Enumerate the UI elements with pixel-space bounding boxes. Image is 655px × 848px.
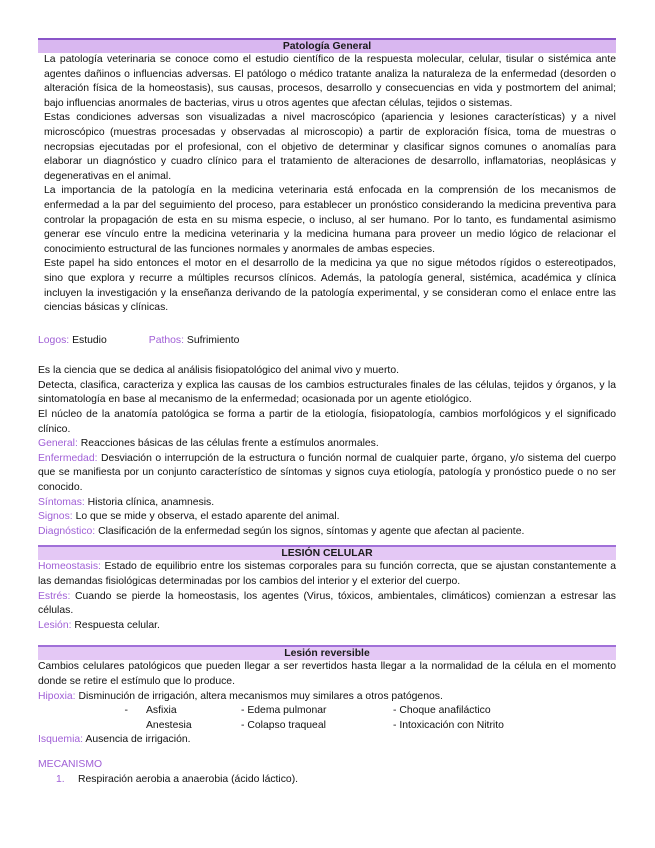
mechanism-text: Respiración aerobia a anaerobia (ácido láctico). xyxy=(78,773,299,785)
list-item: - Colapso traqueal xyxy=(241,719,326,731)
hipoxia-causes-row-1 xyxy=(38,704,616,719)
logos-label: Logos: xyxy=(38,334,70,346)
general-text: Reacciones básicas de las células frente a estímulos anormales. xyxy=(80,438,379,450)
logos-value: Estudio xyxy=(72,334,107,346)
isquemia-entry xyxy=(38,733,616,748)
diagnostico-label: Diagnóstico: xyxy=(38,525,96,537)
enfermedad-text: Desviación o interrupción de la estructura o función normal de cualquier parte, órgano, y/o sistema del cuerpo que se manifiesta por un conjunto característico de síntomas y signos cuya etiología, patología y pronóstico puede o no ser conocido. xyxy=(38,452,616,494)
reversible-intro: Cambios celulares patológicos que pueden llegar a ser revertidos hasta llegar a la normalidad de la célula en el momento donde se retire el estímulo que lo produce. xyxy=(38,661,616,687)
intro-paragraph-3: La importancia de la patología en la medicina veterinaria está enfocada en la comprensión de los mecanismos de enfermedad a la par del seguimiento del proceso, para establecer un pronóstico considerando la medicina preventiva para controlar la propagación de esta en su misma especie, o incluso, al ser humano. Por lo tanto, es fundamental asimismo generar ese vínculo entre la medicina veterinaria y la medicina humana para proveer un medio lógico de relacionar el conocimiento estructural de las funciones normales y anormales de ambas especies. xyxy=(44,185,616,255)
mechanism-title: MECANISMO xyxy=(38,758,103,770)
general-label: General: xyxy=(38,438,78,450)
section-header-general: Patología General xyxy=(38,38,616,53)
hipoxia-entry xyxy=(38,690,616,705)
definition-general xyxy=(38,437,616,452)
hipoxia-causes-row-2 xyxy=(38,719,616,734)
definition-signos xyxy=(38,510,616,525)
homeostasis-text: Estado de equilibrio entre los sistemas corporales para su función correcta, que se ajustan constantemente a las demandas fisiológicas determinadas por los cambios del interior y el exterior del cuerpo. xyxy=(38,561,617,587)
diagnostico-text: Clasificación de la enfermedad según los signos, síntomas y agente que afectan al paciente. xyxy=(98,525,525,537)
etymology-row xyxy=(38,334,616,349)
list-item: - Edema pulmonar xyxy=(241,705,327,717)
definition-1: Es la ciencia que se dedica al análisis fisiopatológico del animal vivo y muerto. xyxy=(38,365,399,377)
list-item: - Intoxicación con Nitrito xyxy=(393,719,504,731)
section-header-reversible: Lesión reversible xyxy=(38,645,616,660)
sintomas-label: Síntomas: xyxy=(38,496,85,508)
intro-paragraph-1: La patología veterinaria se conoce como el estudio científico de la respuesta molecular, celular, tisular o sistémica ante agentes dañinos o influencias adversas. El patólogo o médico tratante analiza la naturaleza de la enfermedad (desorden o alteración física de la homeostasis), sus causas, procesos, desarrollo y consecuencias en vida y postmortem del animal; bajo influencias anormales de bacterias, virus u otros agentes que afectan células, tejidos o sistemas. xyxy=(44,54,616,109)
lesion-entry xyxy=(38,619,616,634)
intro-paragraph-2: Estas condiciones adversas son visualizadas a nivel macroscópico (apariencia y lesiones características) y a nivel microscópico (muestras procesadas y observadas al microscopio) a partir de exploración física, toma de muestras o necropsias ejecutadas por el profesional, con el objetivo de determinar y clasificar signos comunes o anomalías para elaborar un diagnóstico y cuadro clínico para el tratamiento de alteraciones de desarrollo, inflamatorias, neoplásicas y degenerativas en el animal. xyxy=(44,112,616,182)
document-page xyxy=(38,38,616,787)
mechanism-list-item xyxy=(38,773,616,788)
enfermedad-label: Enfermedad: xyxy=(38,452,98,464)
definition-sintomas xyxy=(38,496,616,511)
list-number: 1. xyxy=(56,773,65,785)
pathos-label: Pathos: xyxy=(148,334,185,346)
lesion-label: Lesión: xyxy=(38,619,72,631)
definition-2: Detecta, clasifica, caracteriza y explica las causas de los cambios estructurales finales de las células, tejidos y órganos, y la sintomatología en base al mecanismo de la enfermedad; ocasionada por un agente etiológico. xyxy=(38,379,616,406)
estres-text: Cuando se pierde la homeostasis, los agentes (Virus, tóxicos, ambientales, climáticos) comienzan a estresar las células. xyxy=(38,590,617,617)
pathos-value: Sufrimiento xyxy=(186,334,240,346)
definition-enfermedad xyxy=(38,452,616,496)
bullet: - xyxy=(124,705,128,717)
hipoxia-label: Hipoxia: xyxy=(38,690,76,702)
definition-diagnostico xyxy=(38,525,616,540)
definition-3: El núcleo de la anatomía patológica se forma a partir de la etiología, fisiopatología, cambios morfológicos y el significado clínico. xyxy=(38,409,616,435)
signos-label: Signos: xyxy=(38,511,73,523)
isquemia-text: Ausencia de irrigación. xyxy=(85,734,191,746)
estres-label: Estrés: xyxy=(38,590,71,602)
section-header-cell-injury: LESIÓN CELULAR xyxy=(38,545,616,560)
intro-paragraph-4: Este papel ha sido entonces el motor en el desarrollo de la medicina ya que no sigue métodos rígidos o estereotipados, sino que explora y recurre a múltiples recursos clínicos. Además, la patología general, sistémica, académica y clínica incluyen la investigación y la enseñanza derivando de la patología experimental, y se consideran como el enlace entre las ciencias básicas y clínicas. xyxy=(44,258,616,314)
estres-entry xyxy=(38,590,616,619)
list-item: Anestesia xyxy=(146,719,192,731)
homeostasis-entry xyxy=(38,560,616,589)
sintomas-text: Historia clínica, anamnesis. xyxy=(87,496,215,508)
isquemia-label: Isquemia: xyxy=(38,734,84,746)
list-item: - Choque anafiláctico xyxy=(393,705,491,717)
homeostasis-label: Homeostasis: xyxy=(38,561,101,573)
lesion-text: Respuesta celular. xyxy=(74,619,160,631)
list-item: Asfixia xyxy=(146,705,177,717)
signos-text: Lo que se mide y observa, el estado aparente del animal. xyxy=(75,511,340,523)
hipoxia-text: Disminución de irrigación, altera mecanismos muy similares a otros patógenos. xyxy=(78,690,443,702)
